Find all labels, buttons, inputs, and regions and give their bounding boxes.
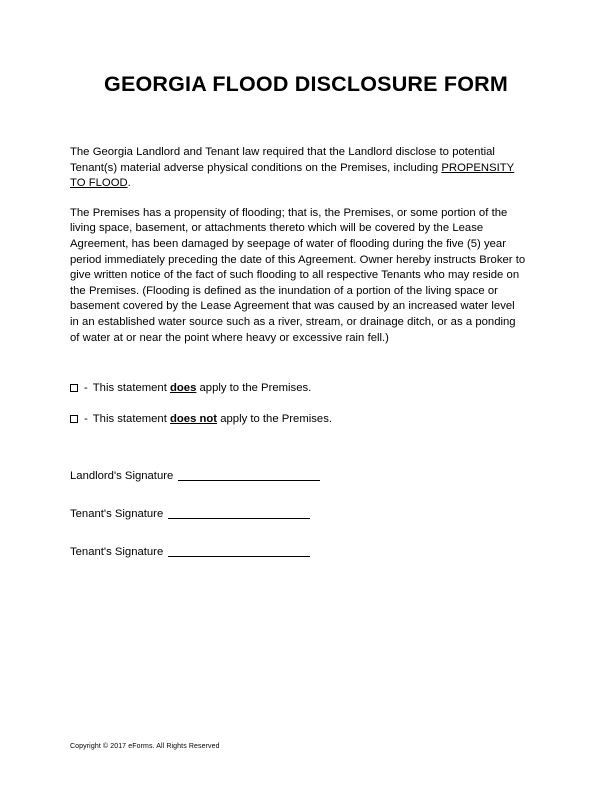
page-title: GEORGIA FLOOD DISCLOSURE FORM [104, 72, 508, 96]
checkbox-does-not-apply[interactable] [70, 415, 78, 423]
statement-dash-does-not: - [84, 413, 88, 425]
signature-label-tenant-2: Tenant's Signature [70, 546, 164, 558]
signature-section [70, 468, 526, 582]
paragraph-1-lead: The Georgia Landlord and Tenant law required that the Landlord disclose to potential Tenant(s) material adverse physical conditions on the Premises, including [70, 146, 495, 174]
statement-does-prefix: This statement [92, 382, 170, 394]
statement-does-not-prefix: This statement [92, 413, 170, 425]
statement-option-does[interactable] [70, 380, 526, 396]
statement-does-emphasis: does [170, 382, 197, 394]
paragraph-1 [70, 145, 526, 192]
copyright-footer: Copyright © 2017 eForms. All Rights Reserved [70, 743, 220, 750]
statement-options [70, 380, 526, 442]
signature-field-tenant-2[interactable] [168, 545, 310, 557]
signature-label-tenant-1: Tenant's Signature [70, 508, 164, 520]
propensity-to-flood-emphasis: PROPENSITY TO FLOOD [70, 161, 515, 190]
signature-field-landlord[interactable] [178, 469, 320, 481]
statement-does-not-emphasis: does not [170, 413, 218, 425]
signature-label-landlord: Landlord's Signature [70, 470, 174, 482]
signature-row-tenant-2 [70, 544, 526, 560]
statement-text-does-not [93, 411, 332, 427]
signature-row-landlord [70, 468, 526, 484]
statement-option-does-not[interactable] [70, 411, 526, 427]
statement-does-not-suffix: apply to the Premises. [217, 413, 332, 425]
signature-field-tenant-1[interactable] [168, 507, 310, 519]
paragraph-1-tail: . [127, 177, 131, 190]
paragraph-2: The Premises has a propensity of flooding; that is, the Premises, or some portion of the living space, basement, or attachments thereto which will be covered by the Lease Agreement, has been damaged by seepage of water of flooding during the five (5) year period immediately preceding the date of this Agreement. Owner hereby instructs Broker to give written notice of the fact of such flooding to all respective Tenants who may reside on the Premises. (Flooding is defined as the inundation of a portion of the living space or basement covered by the Lease Agreement that was caused by an increased water level in an established water source such as a river, stream, or drainage ditch, or as a ponding of water at or near the point where heavy or excessive rain fell.) [70, 206, 526, 344]
body-text-block [70, 145, 526, 346]
statement-dash-does: - [84, 382, 88, 394]
statement-does-suffix: apply to the Premises. [196, 382, 312, 394]
signature-row-tenant-1 [70, 506, 526, 522]
statement-text-does [93, 380, 312, 396]
checkbox-does-apply[interactable] [70, 384, 78, 392]
